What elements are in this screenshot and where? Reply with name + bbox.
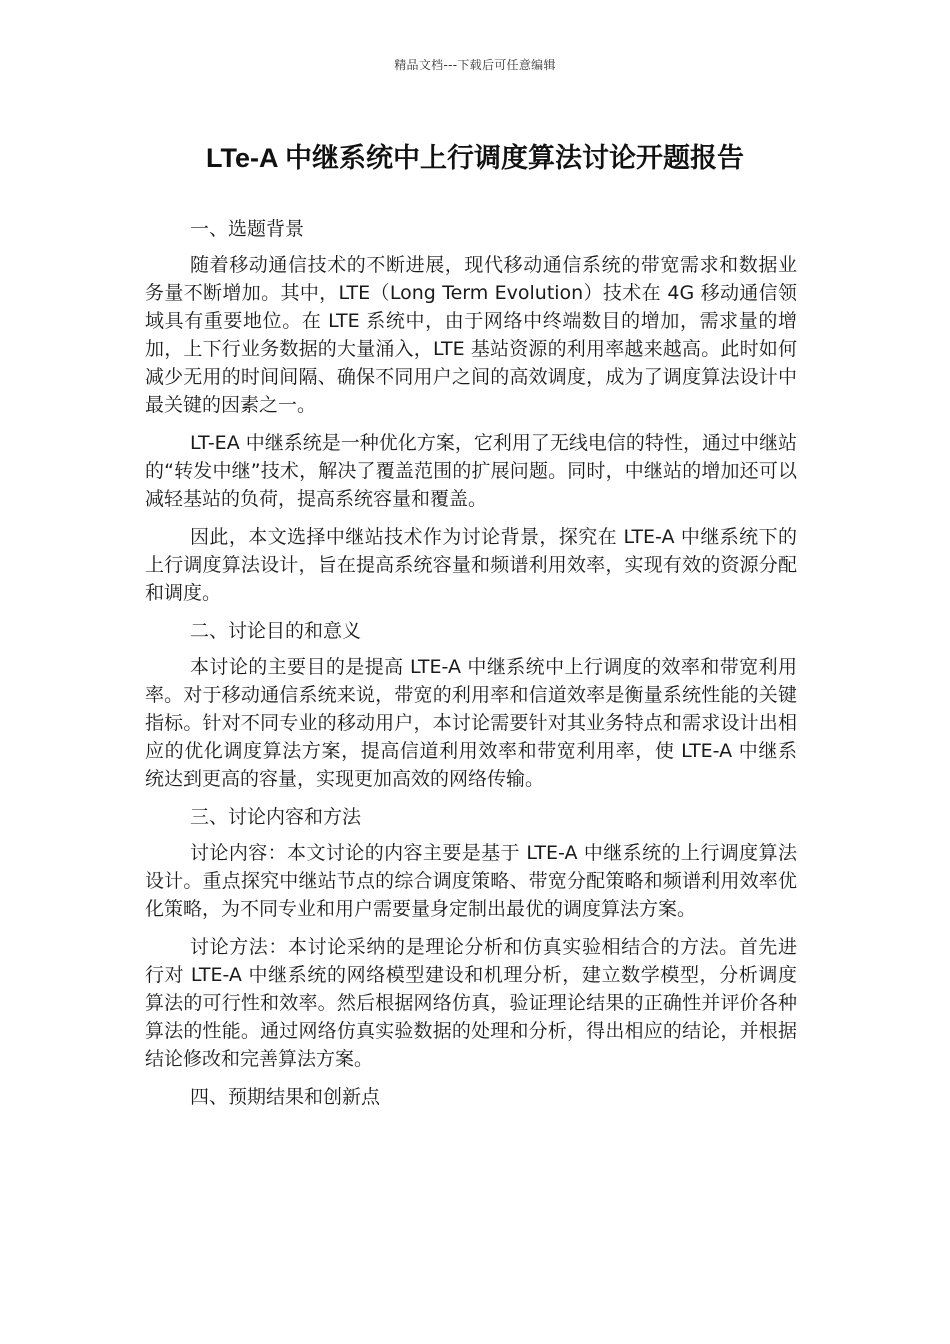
section-background — [145, 215, 797, 607]
header-note: 精品文档---下载后可任意编辑 — [394, 58, 556, 72]
paragraph: 随着移动通信技术的不断进展，现代移动通信系统的带宽需求和数据业务量不断增加。其中，LTE（Long Term Evolution）技术在 4G 移动通信领域具有重要地位。在 LTE 系统中，由于网络中终端数目的增加，需求量的增加，上下行业务数据的大量涌入，LTE 基站资源的利用率越来越高。此时如何减少无用的时间间隔、确保不同用户之间的高效调度，成为了调度算法设计中最关键的因素之一。 — [145, 254, 797, 416]
paragraph: 讨论内容：本文讨论的内容主要是基于 LTE-A 中继系统的上行调度算法设计。重点探究中继站节点的综合调度策略、带宽分配策略和频谱利用效率优化策略，为不同专业和用户需要量身定制出最优的调度算法方案。 — [145, 842, 797, 920]
paragraph: 讨论方法：本讨论采纳的是理论分析和仿真实验相结合的方法。首先进行对 LTE-A 中继系统的网络模型建设和机理分析，建立数学模型，分析调度算法的可行性和效率。然后根据网络仿真，验证理论结果的正确性并评价各种算法的性能。通过网络仿真实验数据的处理和分析，得出相应的结论，并根据结论修改和完善算法方案。 — [145, 936, 797, 1070]
section-heading: 一、选题背景 — [190, 218, 305, 240]
paragraph: LT-EA 中继系统是一种优化方案，它利用了无线电信的特性，通过中继站的“转发中继”技术，解决了覆盖范围的扩展问题。同时，中继站的增加还可以减轻基站的负荷，提高系统容量和覆盖。 — [145, 432, 797, 510]
section-heading: 三、讨论内容和方法 — [190, 806, 362, 828]
section-content-method — [145, 803, 797, 1073]
section-heading: 四、预期结果和创新点 — [190, 1086, 381, 1108]
section-expected-results — [145, 1083, 797, 1111]
paragraph: 本讨论的主要目的是提高 LTE-A 中继系统中上行调度的效率和带宽利用率。对于移动通信系统来说，带宽的利用率和信道效率是衡量系统性能的关键指标。针对不同专业的移动用户，本讨论需要针对其业务特点和需求设计出相应的优化调度算法方案，提高信道利用效率和带宽利用率，使 LTE-A 中继系统达到更高的容量，实现更加高效的网络传输。 — [145, 656, 797, 790]
paragraph: 因此，本文选择中继站技术作为讨论背景，探究在 LTE-A 中继系统下的上行调度算法设计，旨在提高系统容量和频谱利用效率，实现有效的资源分配和调度。 — [145, 526, 797, 604]
document-body — [145, 215, 797, 1119]
section-heading: 二、讨论目的和意义 — [190, 620, 362, 642]
document-title: LTe-A 中继系统中上行调度算法讨论开题报告 — [206, 143, 744, 173]
section-purpose — [145, 617, 797, 793]
